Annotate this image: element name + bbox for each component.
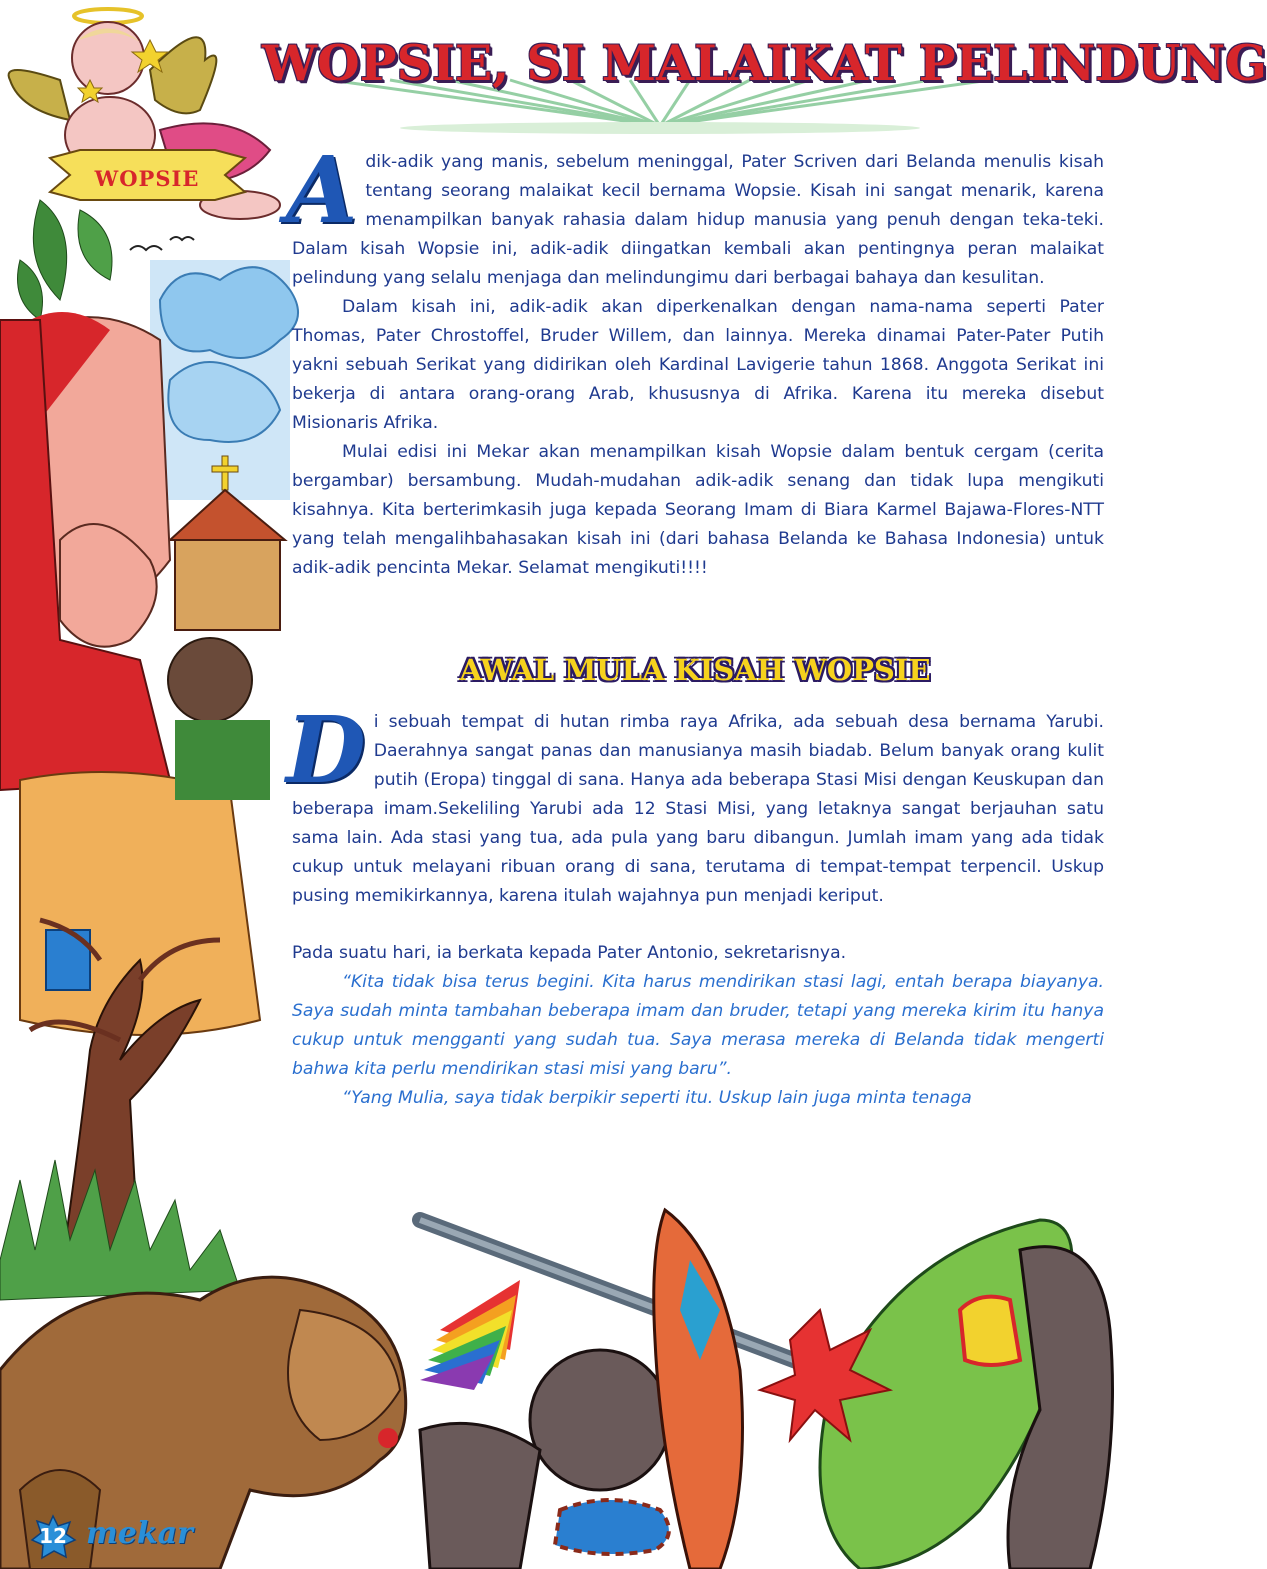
- story-paragraph: i sebuah tempat di hutan rimba raya Afrika, ada sebuah desa bernama Yarubi. Daerahnya sangat panas dan manusianya masih biadab. Belum banyak orang kulit putih (Eropa) tinggal di sana. Hanya ada beberapa Stasi Misi dengan Keuskupan dan beberapa imam.Sekeliling Yarubi ada 12 Stasi Misi, yang letaknya sangat berjauhan satu sama lain. Ada stasi yang tua, ada pula yang baru dibangun. Jumlah imam yang ada tidak cukup untuk melayani ribuan orang di sana, terutama di tempat-tempat terpencil. Uskup pusing memikirkannya, karena itulah wajahnya pun menjadi keriput.: [292, 712, 1104, 906]
- bottom-warrior-illustration: [0, 1190, 1166, 1569]
- story-dropcap: D: [286, 696, 366, 804]
- story-article: [286, 696, 1104, 1113]
- page-title: WOPSIE, SI MALAIKAT PELINDUNG: [262, 34, 1267, 92]
- page-number: 12: [39, 1524, 67, 1548]
- shield-illustration: [654, 1210, 743, 1569]
- rainbow-tassel-illustration: [420, 1280, 520, 1390]
- story-quote: “Yang Mulia, saya tidak berpikir seperti itu. Uskup lain juga minta tenaga: [342, 1088, 972, 1108]
- intro-dropcap: A: [286, 136, 358, 244]
- wopsie-ribbon-label: WOPSIE: [94, 166, 200, 191]
- story-quote: “Kita tidak bisa terus begini. Kita harus mendirikan stasi lagi, entah berapa biayanya. Saya sudah minta tambahan beberapa imam dan bruder, tetapi yang mereka kirim itu hanya cukup untuk mengganti yang sudah tua. Saya merasa mereka di Belanda tidak mengerti bahwa kita perlu mendirikan stasi misi yang baru”.: [292, 972, 1104, 1079]
- intro-paragraph: Dalam kisah ini, adik-adik akan diperkenalkan dengan nama-nama seperti Pater Thomas, Pater Chrostoffel, Bruder Willem, dan lainnya. Mereka dinamai Pater-Pater Putih yakni sebuah Serikat yang didirikan oleh Kardinal Lavigerie tahun 1868. Anggota Serikat ini bekerja di antara orang-orang Arab, khususnya di Afrika. Karena itu mereka disebut Misionaris Afrika.: [292, 297, 1104, 433]
- intro-paragraph: dik-adik yang manis, sebelum meninggal, Pater Scriven dari Belanda menulis kisah tentang seorang malaikat kecil bernama Wopsie. Kisah ini sangat menarik, karena menampilkan banyak rahasia dalam hidup manusia yang penuh dengan teka-teki. Dalam kisah Wopsie ini, adik-adik diingatkan kembali akan pentingnya peran malaikat pelindung yang selalu menjaga dan melindungimu dari berbagai bahaya dan kesulitan.: [292, 152, 1104, 288]
- page-number-badge: [30, 1514, 76, 1560]
- intro-paragraph: Mulai edisi ini Mekar akan menampilkan kisah Wopsie dalam bentuk cergam (cerita bergambar) bersambung. Mudah-mudahan adik-adik senang dan tidak lupa mengikuti kisahnya. Kita berterimkasih juga kepada Seorang Imam di Biara Karmel Bajawa-Flores-NTT yang telah mengalihbahasakan kisah ini (dari bahasa Belanda ke Bahasa Indonesia) untuk adik-adik pencinta Mekar. Selamat mengikuti!!!!: [292, 442, 1104, 578]
- story-paragraph: Pada suatu hari, ia berkata kepada Pater Antonio, sekretarisnya.: [292, 943, 847, 963]
- intro-article: [286, 136, 1104, 583]
- section-title: AWAL MULA KISAH WOPSIE: [459, 653, 931, 687]
- magazine-brand-logo: mekar: [86, 1516, 193, 1551]
